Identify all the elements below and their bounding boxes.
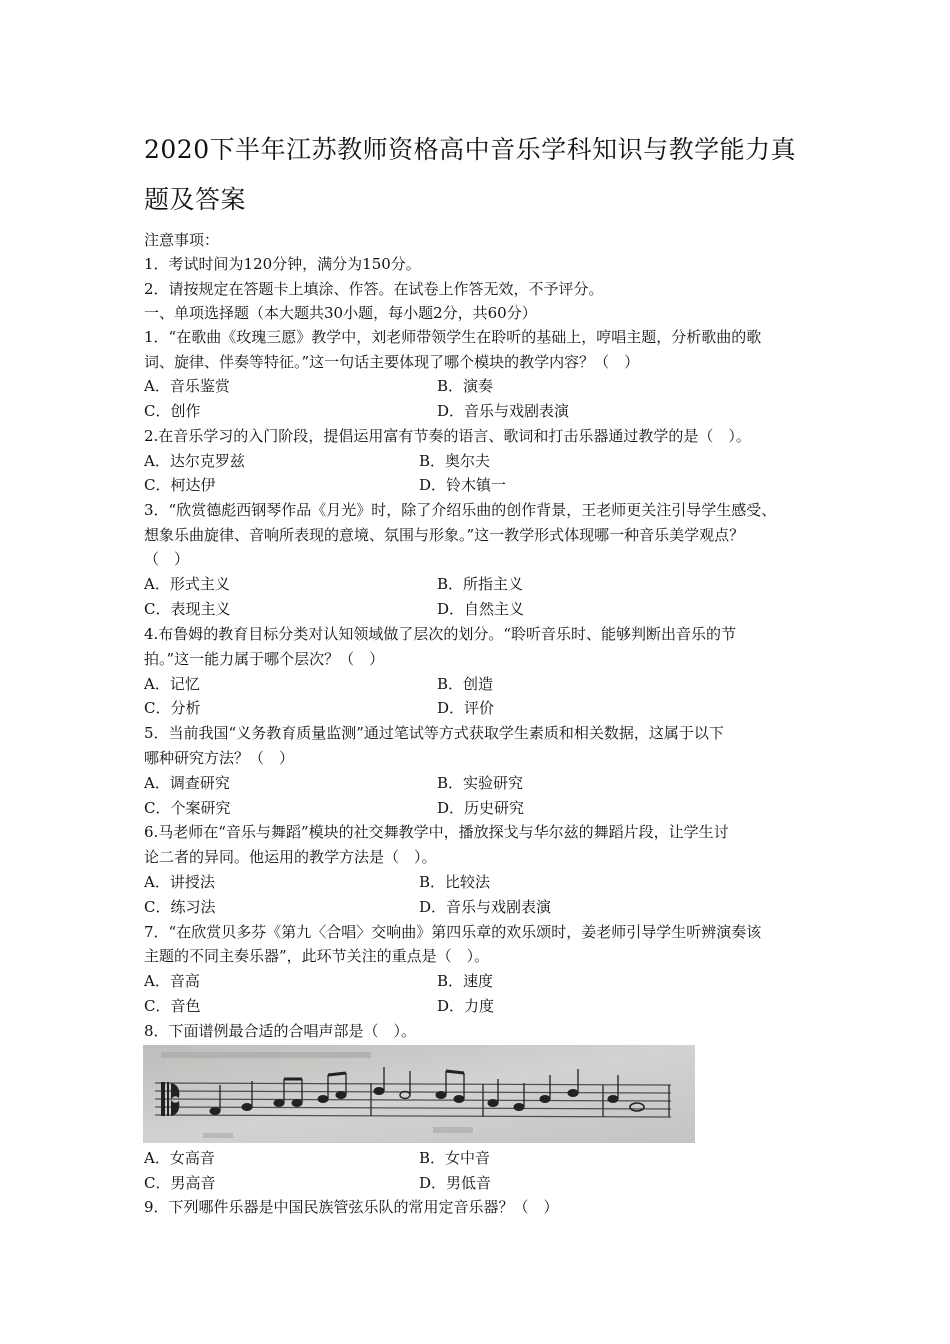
question-5-stem: 哪种研究方法？（ ） [144,749,295,767]
question-7-option-c: C．音色 [144,997,201,1015]
section-heading-1: 一、单项选择题（本大题共30小题，每小题2分，共60分） [144,304,537,322]
document-title-line-2: 题及答案 [144,185,247,214]
question-5-option-c: C．个案研究 [144,799,231,817]
question-7-stem: 7．“在欣赏贝多芬《第九〈合唱〉交响曲》第四乐章的欢乐颂时，姜老师引导学生听辨演奏该 [144,923,762,941]
question-4-stem: 拍。”这一能力属于哪个层次？（ ） [144,650,385,668]
question-6-option-a: A．讲授法 [144,873,215,891]
question-4-option-a: A．记忆 [144,675,200,693]
question-2-stem: 2.在音乐学习的入门阶段，提倡运用富有节奏的语言、歌词和打击乐器通过教学的是（ ）。 [144,427,751,445]
question-1-stem: 1．“在歌曲《玫瑰三愿》教学中，刘老师带领学生在聆听的基础上，哼唱主题，分析歌曲的歌 [144,328,762,346]
question-8-option-d: D．男低音 [419,1174,492,1192]
music-score-image [143,1045,695,1143]
question-4-option-d: D．评价 [437,699,495,717]
question-6-option-d: D．音乐与戏剧表演 [419,898,552,916]
question-9-stem: 9．下列哪件乐器是中国民族管弦乐队的常用定音乐器？（ ） [144,1198,559,1216]
question-8-option-b: B．女中音 [419,1149,491,1167]
question-1-option-d: D．音乐与戏剧表演 [437,402,570,420]
question-3-stem: 想象乐曲旋律、音响所表现的意境、氛围与形象。”这一教学形式体现哪一种音乐美学观点？ [144,526,745,544]
question-3-option-a: A．形式主义 [144,575,230,593]
question-5-option-b: B．实验研究 [437,774,524,792]
question-7-stem: 主题的不同主奏乐器”，此环节关注的重点是（ ）。 [144,947,490,965]
question-6-option-c: C．练习法 [144,898,216,916]
document-title-line-1: 2020下半年江苏教师资格高中音乐学科知识与教学能力真 [144,135,797,164]
question-5-option-d: D．历史研究 [437,799,525,817]
question-2-option-a: A．达尔克罗兹 [144,452,245,470]
question-6-stem: 论二者的异同。他运用的教学方法是（ ）。 [144,848,437,866]
question-7-option-b: B．速度 [437,972,494,990]
question-6-stem: 6.马老师在“音乐与舞蹈”模块的社交舞教学中，播放探戈与华尔兹的舞蹈片段，让学生讨 [144,823,729,841]
question-8-stem: 8．下面谱例最合适的合唱声部是（ ）。 [144,1022,417,1040]
question-1-stem: 词、旋律、伴奏等特征。”这一句话主要体现了哪个模块的教学内容？（ ） [144,353,640,371]
question-5-option-a: A．调查研究 [144,774,230,792]
question-2-option-d: D．铃木镇一 [419,476,507,494]
question-3-stem: （ ） [144,550,190,568]
question-3-option-d: D．自然主义 [437,600,525,618]
question-2-option-c: C．柯达伊 [144,476,216,494]
question-3-stem: 3．“欣赏德彪西钢琴作品《月光》时，除了介绍乐曲的创作背景，王老师更关注引导学生感受、 [144,501,777,519]
question-7-option-a: A．音高 [144,972,200,990]
question-2-option-b: B．奥尔夫 [419,452,491,470]
notice-heading: 注意事项： [144,231,220,249]
question-8-option-c: C．男高音 [144,1174,216,1192]
question-8-option-a: A．女高音 [144,1149,215,1167]
question-4-option-c: C．分析 [144,699,201,717]
question-3-option-c: C．表现主义 [144,600,231,618]
question-4-stem: 4.布鲁姆的教育目标分类对认知领域做了层次的划分。“聆听音乐时、能够判断出音乐的节 [144,625,736,643]
question-5-stem: 5．当前我国“义务教育质量监测”通过笔试等方式获取学生素质和相关数据，这属于以下 [144,724,724,742]
question-1-option-b: B．演奏 [437,377,494,395]
question-6-option-b: B．比较法 [419,873,491,891]
question-3-option-b: B．所指主义 [437,575,524,593]
notice-item-1: 1．考试时间为120分钟，满分为150分。 [144,255,421,273]
question-1-option-a: A．音乐鉴赏 [144,377,230,395]
question-7-option-d: D．力度 [437,997,495,1015]
question-4-option-b: B．创造 [437,675,494,693]
question-1-option-c: C．创作 [144,402,201,420]
notice-item-2: 2．请按规定在答题卡上填涂、作答。在试卷上作答无效，不予评分。 [144,280,604,298]
